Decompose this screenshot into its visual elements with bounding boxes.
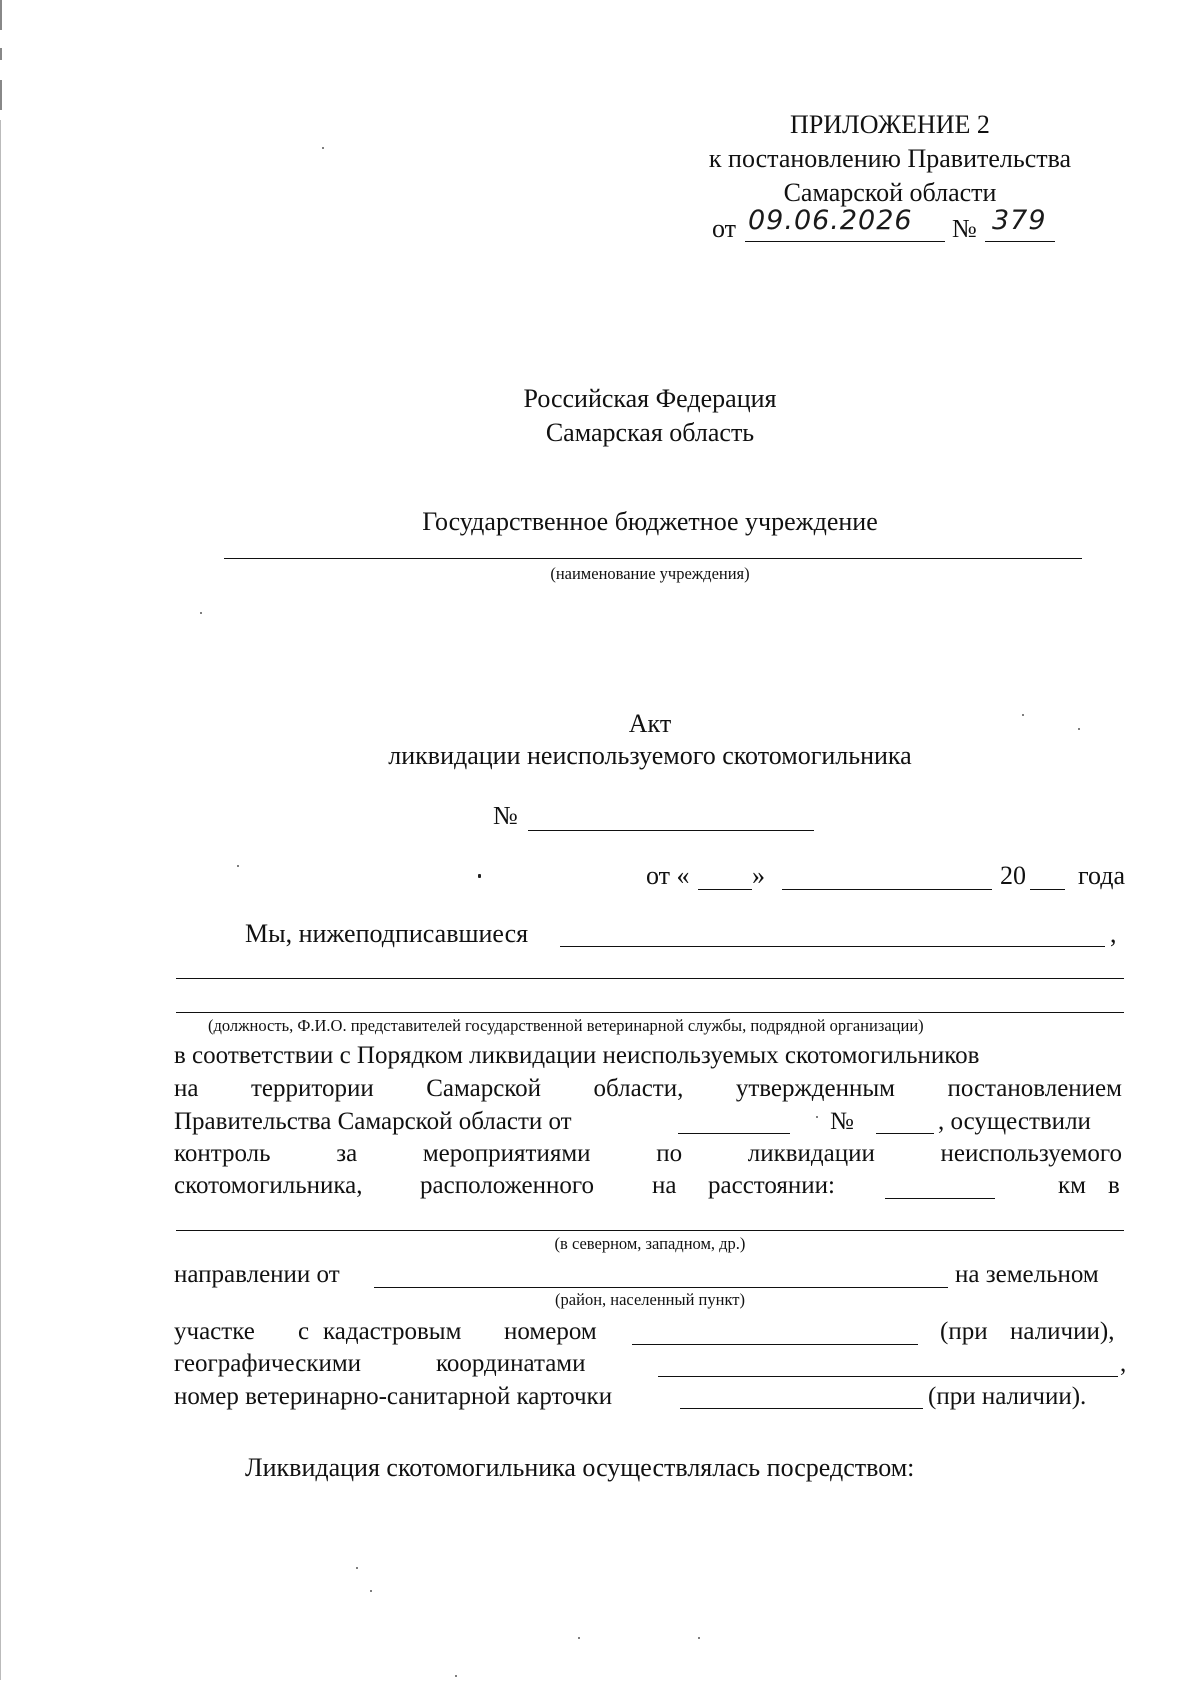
scan-edge-mark (0, 120, 1, 1680)
word: на (174, 1075, 199, 1102)
direction-from: направлении от (174, 1261, 340, 1288)
scan-speck (1078, 728, 1080, 730)
signatories-line-3 (176, 1012, 1124, 1013)
appendix-region: Самарской области (783, 178, 997, 207)
plot-f: наличии), (1010, 1318, 1115, 1345)
word: постановлением (947, 1075, 1122, 1102)
act-number-line (528, 830, 814, 831)
paragraph-line-5-f: в (1108, 1172, 1120, 1199)
plot-d: номером (504, 1318, 597, 1345)
scan-speck (370, 1590, 372, 1592)
scan-speck (816, 1116, 818, 1118)
direction-caption: (в северном, западном, др.) (554, 1234, 746, 1253)
vet-card-label: номер ветеринарно-санитарной карточки (174, 1383, 613, 1410)
district-line (374, 1287, 948, 1288)
word: неиспользуемого (940, 1140, 1122, 1167)
direction-line (176, 1230, 1124, 1231)
word: по (656, 1140, 683, 1167)
paragraph-line-2 (174, 1073, 1122, 1105)
scan-speck (578, 1637, 580, 1639)
scan-edge-mark (0, 80, 2, 110)
vet-card-line (680, 1408, 923, 1409)
appendix-title: ПРИЛОЖЕНИЕ 2 (790, 110, 990, 139)
appendix-resolution: к постановлению Правительства (708, 144, 1072, 173)
institution-caption: (наименование учреждения) (550, 564, 750, 583)
liquidation-method: Ликвидация скотомогильника осуществлялась посредством: (245, 1453, 915, 1482)
appendix-number: 379 (992, 205, 1047, 236)
paragraph-line-5-d: расстоянии: (708, 1172, 835, 1199)
act-date-quote-close: » (752, 861, 765, 890)
act-number-sign: № (493, 801, 518, 830)
cadastral-number-line (632, 1344, 918, 1345)
appendix-number-underline (985, 241, 1055, 242)
word: области, (593, 1075, 684, 1102)
act-date-from: от « (646, 861, 690, 890)
geo-a: географическими (174, 1350, 362, 1377)
act-year-line (1030, 889, 1065, 890)
resolution-date-line (678, 1133, 790, 1134)
scan-speck (455, 1675, 457, 1677)
geo-comma: , (1120, 1350, 1127, 1377)
region-name: Самарская область (545, 418, 755, 447)
act-day-line (698, 889, 752, 890)
paragraph-line-4 (174, 1138, 1122, 1170)
signatories-line-1 (560, 946, 1105, 947)
scan-speck (478, 874, 481, 878)
institution-name-line (224, 558, 1082, 559)
paragraph-text: в соответствии с Порядком ликвидации неиспользуемых скотомогильников (174, 1042, 980, 1069)
act-title: Акт (628, 709, 672, 738)
vet-card-if-available: (при наличии). (928, 1383, 1087, 1410)
word: территории (250, 1075, 374, 1102)
word: за (336, 1140, 358, 1167)
word: ликвидации (747, 1140, 875, 1167)
scan-speck (698, 1637, 700, 1639)
scan-speck (200, 612, 202, 614)
on-land: на земельном (955, 1261, 1099, 1288)
district-caption: (район, населенный пункт) (555, 1290, 745, 1309)
act-year-suffix: года (1078, 861, 1126, 890)
plot-c: кадастровым (323, 1318, 462, 1345)
paragraph-line-5-e: км (1058, 1172, 1086, 1199)
country-name: Российская Федерация (523, 384, 777, 413)
resolution-number-line (876, 1133, 934, 1134)
word: Самарской (426, 1075, 542, 1102)
act-year-prefix: 20 (1000, 861, 1026, 890)
coordinates-line (658, 1376, 1118, 1377)
act-month-line (782, 889, 992, 890)
appendix-number-sign: № (952, 214, 977, 243)
scan-edge-mark (0, 0, 2, 30)
scan-speck (1022, 714, 1024, 716)
act-subtitle: ликвидации неиспользуемого скотомогильника (388, 741, 912, 770)
persons-caption: (должность, Ф.И.О. представителей государственной ветеринарной службы, подрядной организации) (208, 1016, 924, 1035)
scan-speck (322, 147, 324, 149)
paragraph-line-5-b: расположенного (420, 1172, 595, 1199)
appendix-date: 09.06.2026 (748, 205, 913, 236)
word: контроль (174, 1140, 271, 1167)
paragraph-line-5-a: скотомогильника, (174, 1172, 363, 1199)
plot-b: с (298, 1318, 310, 1345)
distance-line (885, 1198, 995, 1199)
scan-edge-mark (0, 48, 2, 60)
paragraph-line-3-b: № (830, 1108, 854, 1135)
appendix-date-prefix: от (712, 214, 737, 243)
paragraph-line-3-c: , осуществили (938, 1108, 1091, 1135)
paragraph-line-5-c: на (652, 1172, 677, 1199)
signatories-line-2 (176, 978, 1124, 979)
plot-e: (при (940, 1318, 988, 1345)
plot-a: участке (174, 1318, 255, 1345)
scan-speck (356, 1567, 358, 1569)
institution-type: Государственное бюджетное учреждение (422, 507, 878, 536)
signatories-comma: , (1110, 919, 1117, 948)
paragraph-line-1 (174, 1040, 1122, 1072)
signed-intro: Мы, нижеподписавшиеся (245, 919, 529, 948)
word: утвержденным (735, 1075, 895, 1102)
word: мероприятиями (422, 1140, 591, 1167)
paragraph-line-3-a: Правительства Самарской области от (174, 1108, 572, 1135)
scan-speck (237, 865, 239, 867)
geo-b: координатами (436, 1350, 586, 1377)
appendix-date-underline (745, 241, 945, 242)
